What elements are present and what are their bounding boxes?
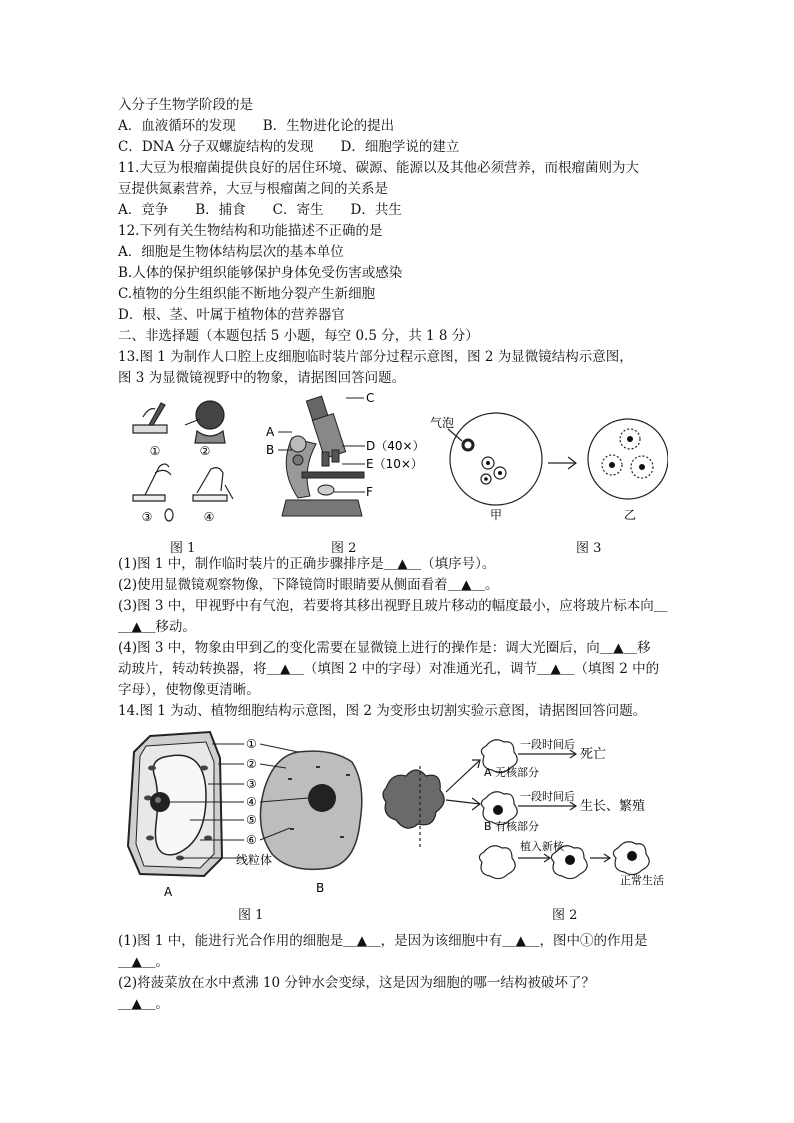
text-line: (3)图 3 中，甲视野中有气泡，若要将其移出视野且玻片移动的幅度最小，应将玻片标本向＿ bbox=[118, 598, 668, 614]
text-line: 豆提供氮素营养，大豆与根瘤菌之间的关系是 bbox=[118, 181, 388, 197]
text-line: C．DNA 分子双螺旋结构的发现 D．细胞学说的建立 bbox=[118, 139, 460, 155]
text-line: 字母），使物像更清晰。 bbox=[118, 682, 260, 698]
text-line: ＿▲＿。 bbox=[118, 954, 169, 970]
figure-2-caption: 图 2 bbox=[331, 541, 357, 556]
text-line: 图 3 为显微镜视野中的物象，请据图回答问题。 bbox=[118, 370, 406, 386]
figure-1-slide-steps bbox=[125, 395, 245, 530]
text-line: 11.大豆为根瘤菌提供良好的居住环境、碳源、能源以及其他必须营养，而根瘤菌则为大 bbox=[118, 160, 639, 176]
text-line: 13.图 1 为制作人口腔上皮细胞临时装片部分过程示意图，图 2 为显微镜结构示意图， bbox=[118, 349, 633, 365]
amoeba-normal: 正常生活 bbox=[620, 874, 664, 887]
micro-label-e: E（10×） bbox=[366, 457, 423, 471]
amoeba-time-2: 一段时间后 bbox=[520, 790, 575, 803]
step-label: ② bbox=[199, 444, 211, 458]
step-label: ④ bbox=[203, 510, 215, 524]
cell-part-5: ⑤ bbox=[246, 813, 257, 827]
figure-3-caption: 图 3 bbox=[576, 541, 602, 556]
text-line: A．细胞是生物体结构层次的基本单位 bbox=[118, 244, 344, 260]
step-label: ③ bbox=[141, 510, 153, 524]
text-line: C.植物的分生组织能不断地分裂产生新细胞 bbox=[118, 286, 376, 302]
text-line: 动玻片，转动转换器，将＿▲＿（填图 2 中的字母）对准通光孔，调节＿▲＿（填图 2 中的 bbox=[118, 661, 660, 677]
micro-label-f: F bbox=[366, 485, 373, 499]
micro-label-d: D（40×） bbox=[366, 439, 425, 453]
cell-a-label: A bbox=[164, 885, 173, 899]
text-line: ＿▲＿移动。 bbox=[118, 619, 196, 635]
bubble-label: 气泡 bbox=[430, 416, 455, 430]
amoeba-grow: 生长、繁殖 bbox=[580, 799, 646, 814]
micro-label-b: B bbox=[266, 443, 275, 457]
text-line: B.人体的保护组织能够保护身体免受伤害或感染 bbox=[118, 265, 403, 281]
text-line: (2)将菠菜放在水中煮沸 10 分钟水会变绿，这是因为细胞的哪一结构被破坏了？ bbox=[118, 975, 595, 991]
amoeba-time-1: 一段时间后 bbox=[520, 738, 575, 751]
text-line: 14.图 1 为动、植物细胞结构示意图，图 2 为变形虫切割实验示意图，请据图回答问题。 bbox=[118, 703, 647, 719]
figure-2-amoeba-caption: 图 2 bbox=[552, 908, 578, 923]
cell-part-1: ① bbox=[246, 737, 257, 751]
amoeba-implant: 植入新核 bbox=[520, 840, 564, 853]
cell-part-6: ⑥ bbox=[246, 833, 257, 847]
cell-part-2: ② bbox=[246, 757, 257, 771]
text-line: (4)图 3 中，物象由甲到乙的变化需要在显微镜上进行的操作是：调大光圈后，向＿▲＿移 bbox=[118, 640, 651, 656]
micro-label-a: A bbox=[266, 425, 275, 439]
text-line: (1)图 1 中，制作临时装片的正确步骤排序是＿▲＿（填序号）。 bbox=[118, 556, 496, 572]
figure-cells-plant-animal bbox=[120, 728, 390, 903]
text-line: D．根、茎、叶属于植物体的营养器官 bbox=[118, 307, 345, 323]
text-line: A．血液循环的发现 B．生物进化论的提出 bbox=[118, 118, 395, 134]
text-line: A．竞争 B．捕食 C．寄生 D．共生 bbox=[118, 202, 402, 218]
text-line: 入分子生物学阶段的是 bbox=[118, 97, 253, 113]
figure-3-view-fields bbox=[428, 405, 668, 525]
figure-1-caption: 图 1 bbox=[170, 541, 196, 556]
cell-part-3: ③ bbox=[246, 777, 257, 791]
micro-label-c: C bbox=[366, 391, 375, 405]
mitochondria-label: 线粒体 bbox=[236, 853, 273, 867]
view-yi-label: 乙 bbox=[624, 508, 637, 522]
figure-2-microscope bbox=[262, 388, 432, 528]
figure-1-cells-caption: 图 1 bbox=[238, 908, 264, 923]
text-line: 二、非选择题（本题包括 5 小题，每空 0.5 分，共 1 8 分） bbox=[118, 328, 479, 344]
amoeba-part-a: A 无核部分 bbox=[484, 766, 540, 779]
amoeba-death: 死亡 bbox=[580, 747, 607, 762]
step-label: ① bbox=[149, 444, 161, 458]
figure-2-amoeba-experiment bbox=[380, 730, 700, 890]
cell-b-label: B bbox=[316, 881, 325, 895]
text-line: (2)使用显微镜观察物像，下降镜筒时眼睛要从侧面看着＿▲＿。 bbox=[118, 577, 499, 593]
text-line: 12.下列有关生物结构和功能描述不正确的是 bbox=[118, 223, 383, 239]
amoeba-part-b: B 有核部分 bbox=[484, 820, 540, 833]
view-jia-label: 甲 bbox=[490, 508, 503, 522]
cell-part-4: ④ bbox=[246, 795, 257, 809]
text-line: (1)图 1 中，能进行光合作用的细胞是＿▲＿，是因为该细胞中有＿▲＿，图中①的作用是 bbox=[118, 933, 648, 949]
text-line: ＿▲＿。 bbox=[118, 996, 169, 1012]
